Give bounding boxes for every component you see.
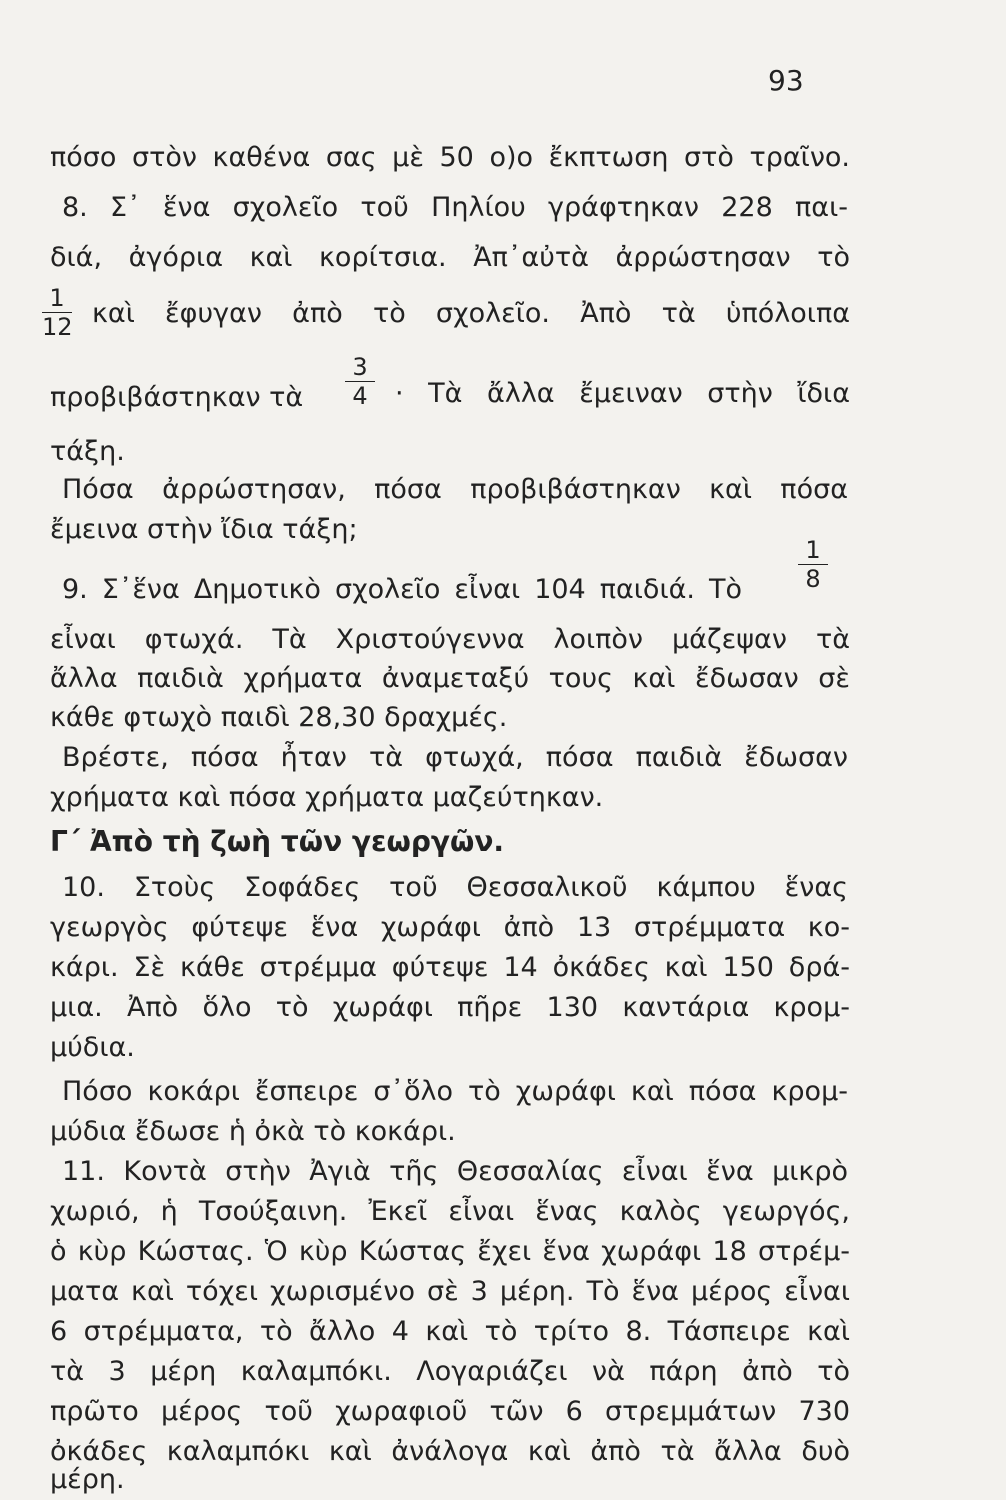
text-line: κάθε φτωχὸ παιδὶ 28,30 δραχμές. xyxy=(50,702,508,733)
fraction-denominator: 8 xyxy=(805,565,821,593)
page-number: 93 xyxy=(768,64,804,97)
text-line: 6 στρέμματα, τὸ ἄλλο 4 καὶ τὸ τρίτο 8. Τάσπειρε καὶ xyxy=(50,1316,850,1347)
section-heading: Γ΄ Ἀπὸ τὴ ζωὴ τῶν γεωργῶν. xyxy=(50,825,505,858)
text-line: τὰ 3 μέρη καλαμπόκι. Λογαριάζει νὰ πάρη ἀπὸ τὸ xyxy=(50,1356,850,1387)
text-line: 8. Σ᾿ ἕνα σχολεῖο τοῦ Πηλίου γράφτηκαν 228 παι- xyxy=(62,192,848,223)
fraction-numerator: 3 xyxy=(352,353,368,381)
text-line: καὶ ἔφυγαν ἀπὸ τὸ σχολεῖο. Ἀπὸ τὰ ὑπόλοιπα xyxy=(92,298,850,329)
text-line: ὀκάδες καλαμπόκι καὶ ἀνάλογα καὶ ἀπὸ τὰ ἄλλα δυὸ xyxy=(50,1436,850,1467)
fraction-numerator: 1 xyxy=(49,284,65,312)
text-line: πρῶτο μέρος τοῦ χωραφιοῦ τῶν 6 στρεμμάτων 730 xyxy=(50,1396,850,1427)
text-line: μια. Ἀπὸ ὅλο τὸ χωράφι πῆρε 130 καντάρια κρομ- xyxy=(50,992,850,1023)
text-line: Πόσο κοκάρι ἔσπειρε σ᾿ὅλο τὸ χωράφι καὶ πόσα κρομ- xyxy=(62,1076,848,1107)
text-line: · Τὰ ἄλλα ἔμειναν στὴν ἴδια xyxy=(395,378,850,409)
fraction xyxy=(798,538,828,591)
fraction-denominator: 12 xyxy=(42,313,73,341)
text-line: χρήματα καὶ πόσα χρήματα μαζεύτηκαν. xyxy=(50,782,604,813)
text-line: εἶναι φτωχά. Τὰ Χριστούγεννα λοιπὸν μάζεψαν τὰ xyxy=(50,624,850,655)
text-line: 9. Σ᾿ἕνα Δημοτικὸ σχολεῖο εἶναι 104 παιδιά. Τὸ xyxy=(62,574,742,605)
text-line: τάξη. xyxy=(50,436,125,467)
text-line: 10. Στοὺς Σοφάδες τοῦ Θεσσαλικοῦ κάμπου ἕνας xyxy=(62,872,848,903)
fraction-denominator: 4 xyxy=(352,382,368,410)
fraction xyxy=(345,355,375,408)
text-line: κάρι. Σὲ κάθε στρέμμα φύτεψε 14 ὀκάδες καὶ 150 δρά- xyxy=(50,952,850,983)
fraction xyxy=(42,286,72,339)
text-line: μύδια. xyxy=(50,1032,135,1063)
text-line: ἄλλα παιδιὰ χρήματα ἀναμεταξύ τους καὶ ἔδωσαν σὲ xyxy=(50,663,850,694)
text-line: γεωργὸς φύτεψε ἕνα χωράφι ἀπὸ 13 στρέμματα κο- xyxy=(50,912,850,943)
text-line: 11. Κοντὰ στὴν Ἀγιὰ τῆς Θεσσαλίας εἶναι ἕνα μικρὸ xyxy=(62,1156,848,1187)
text-line: πόσο στὸν καθένα σας μὲ 50 ο)ο ἔκπτωση στὸ τραῖνο. xyxy=(50,142,850,173)
text-line: Πόσα ἀρρώστησαν, πόσα προβιβάστηκαν καὶ πόσα xyxy=(62,474,848,505)
text-line: ἔμεινα στὴν ἴδια τάξη; xyxy=(50,514,358,545)
text-line: μύδια ἔδωσε ἡ ὀκὰ τὸ κοκάρι. xyxy=(50,1116,456,1147)
text-line: προβιβάστηκαν τὰ xyxy=(50,382,304,413)
text-line: χωριό, ἡ Τσούξαινη. Ἐκεῖ εἶναι ἕνας καλὸς γεωργός, xyxy=(50,1196,850,1227)
text-line: ὁ κὺρ Κώστας. Ὁ κὺρ Κώστας ἔχει ἕνα χωράφι 18 στρέμ- xyxy=(50,1236,850,1267)
fraction-numerator: 1 xyxy=(805,536,821,564)
text-line: ματα καὶ τόχει χωρισμένο σὲ 3 μέρη. Τὸ ἕνα μέρος εἶναι xyxy=(50,1276,850,1307)
text-line: διά, ἀγόρια καὶ κορίτσια. Ἀπ᾿αὐτὰ ἀρρώστησαν τὸ xyxy=(50,242,850,273)
text-line: μέρη. xyxy=(50,1464,125,1495)
text-line: Βρέστε, πόσα ἦταν τὰ φτωχά, πόσα παιδιὰ ἔδωσαν xyxy=(62,742,848,773)
